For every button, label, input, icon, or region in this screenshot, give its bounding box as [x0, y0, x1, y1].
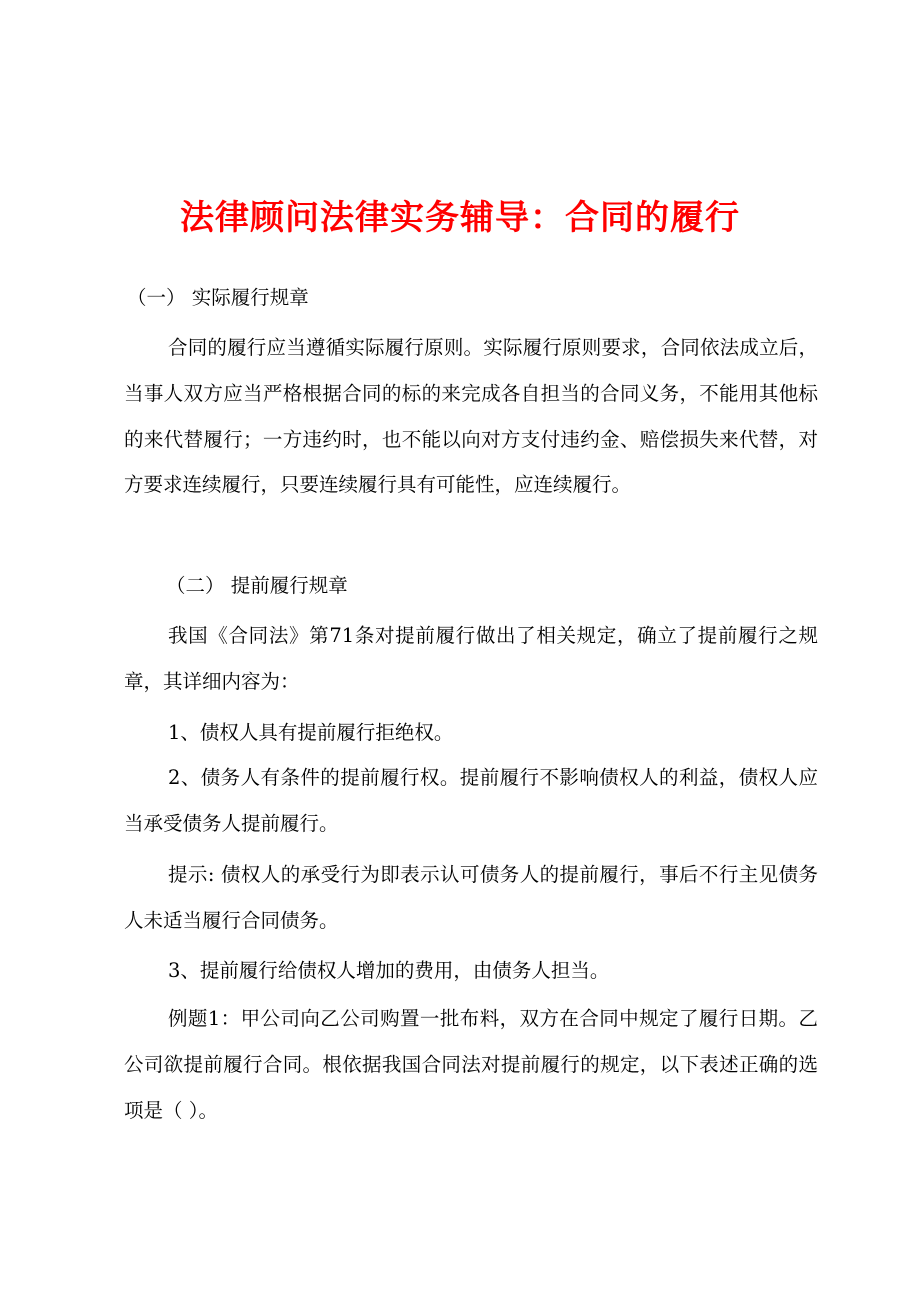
- list-item-3: 3、提前履行给债权人增加的费用，由债务人担当。: [168, 959, 610, 982]
- tip-paragraph: 提示: 债权人的承受行为即表示认可债务人的提前履行，事后不行主见债务人未适当履行合同债务。: [124, 863, 818, 932]
- document-title: 法律顾问法律实务辅导：合同的履行: [180, 198, 740, 238]
- paragraph-early-performance-intro: 我国《合同法》第71条对提前履行做出了相关规定，确立了提前履行之规章，其详细内容为：: [124, 624, 818, 693]
- example-question: 例题1：甲公司向乙公司购置一批布料，双方在合同中规定了履行日期。乙公司欲提前履行合同。根依据我国合同法对提前履行的规定，以下表述正确的选项是（ ）。: [124, 1007, 818, 1122]
- section-heading-actual-performance: （一） 实际履行规章: [127, 286, 309, 309]
- section-heading-early-performance: （二） 提前履行规章: [166, 574, 348, 597]
- list-item-1: 1、债权人具有提前履行拒绝权。: [168, 721, 454, 744]
- paragraph-actual-performance: 合同的履行应当遵循实际履行原则。实际履行原则要求，合同依法成立后，当事人双方应当严格根据合同的标的来完成各自担当的合同义务，不能用其他标的来代替履行；一方违约时，也不能以向对方支付违约金、赔偿损失来代替，对方要求连续履行，只要连续履行具有可能性，应连续履行。: [124, 336, 818, 497]
- list-item-2: 2、债务人有条件的提前履行权。提前履行不影响债权人的利益，债权人应当承受债务人提前履行。: [124, 766, 818, 835]
